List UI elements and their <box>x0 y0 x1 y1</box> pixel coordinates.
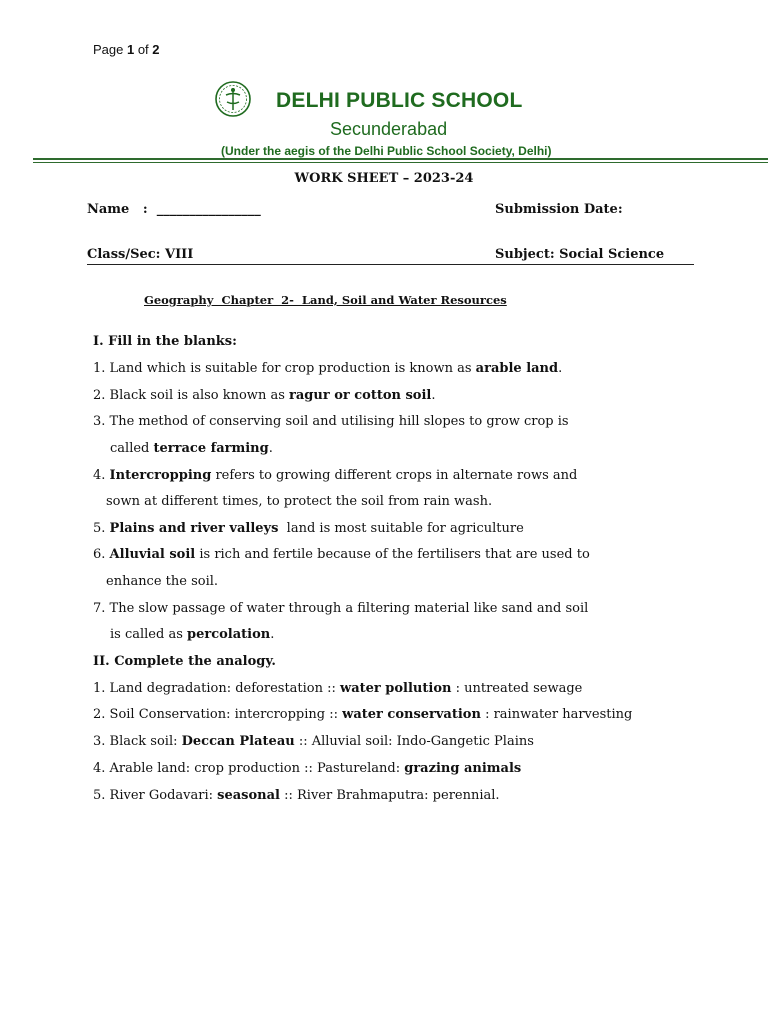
blank-item-continuation: enhance the soil. <box>106 574 219 589</box>
chapter-title: Geography Chapter 2- Land, Soil and Water Resources <box>144 293 507 307</box>
page-label: Page <box>93 42 127 57</box>
page-of: of <box>134 42 153 57</box>
subject-label: Subject: Social Science <box>495 247 665 262</box>
name-field-label: Name : ________________ <box>87 202 261 217</box>
blank-item-continuation: is called as percolation. <box>110 627 275 642</box>
header-rule-thin <box>33 162 768 163</box>
analogy-item: 5. River Godavari: seasonal :: River Brahmaputra: perennial. <box>93 788 500 803</box>
analogy-item: 3. Black soil: Deccan Plateau :: Alluvial soil: Indo-Gangetic Plains <box>93 734 534 749</box>
school-city: Secunderabad <box>330 119 448 139</box>
page-current: 1 <box>126 42 135 57</box>
submission-date-label: Submission Date: <box>495 202 623 217</box>
blank-item-continuation: sown at different times, to protect the soil from rain wash. <box>106 494 493 509</box>
header-rule <box>33 158 768 160</box>
class-label: Class/Sec: VIII <box>87 247 194 262</box>
blank-item-continuation: called terrace farming. <box>110 441 273 456</box>
page-total: 2 <box>152 42 160 57</box>
blank-item: 4. Intercropping refers to growing different crops in alternate rows and <box>93 468 578 483</box>
blank-item: 7. The slow passage of water through a filtering material like sand and soil <box>93 601 589 616</box>
section-2-heading: II. Complete the analogy. <box>93 654 276 669</box>
section-1-heading: I. Fill in the blanks: <box>93 334 237 349</box>
school-name: DELHI PUBLIC SCHOOL <box>276 89 523 112</box>
analogy-item: 1. Land degradation: deforestation :: water pollution : untreated sewage <box>93 681 583 696</box>
info-rule <box>87 264 694 265</box>
analogy-item: 4. Arable land: crop production :: Pastureland: grazing animals <box>93 761 522 776</box>
blank-item: 5. Plains and river valleys land is most suitable for agriculture <box>93 521 524 536</box>
blank-item: 1. Land which is suitable for crop production is known as arable land. <box>93 361 563 376</box>
school-aegis: (Under the aegis of the Delhi Public School Society, Delhi) <box>221 144 552 158</box>
page-number <box>93 42 160 57</box>
blank-item: 6. Alluvial soil is rich and fertile because of the fertilisers that are used to <box>93 547 590 562</box>
blank-item: 2. Black soil is also known as ragur or cotton soil. <box>93 388 436 403</box>
blank-item: 3. The method of conserving soil and utilising hill slopes to grow crop is <box>93 414 569 429</box>
worksheet-title: WORK SHEET – 2023-24 <box>294 171 474 186</box>
school-crest-icon <box>214 80 252 118</box>
analogy-item: 2. Soil Conservation: intercropping :: water conservation : rainwater harvesting <box>93 707 633 722</box>
